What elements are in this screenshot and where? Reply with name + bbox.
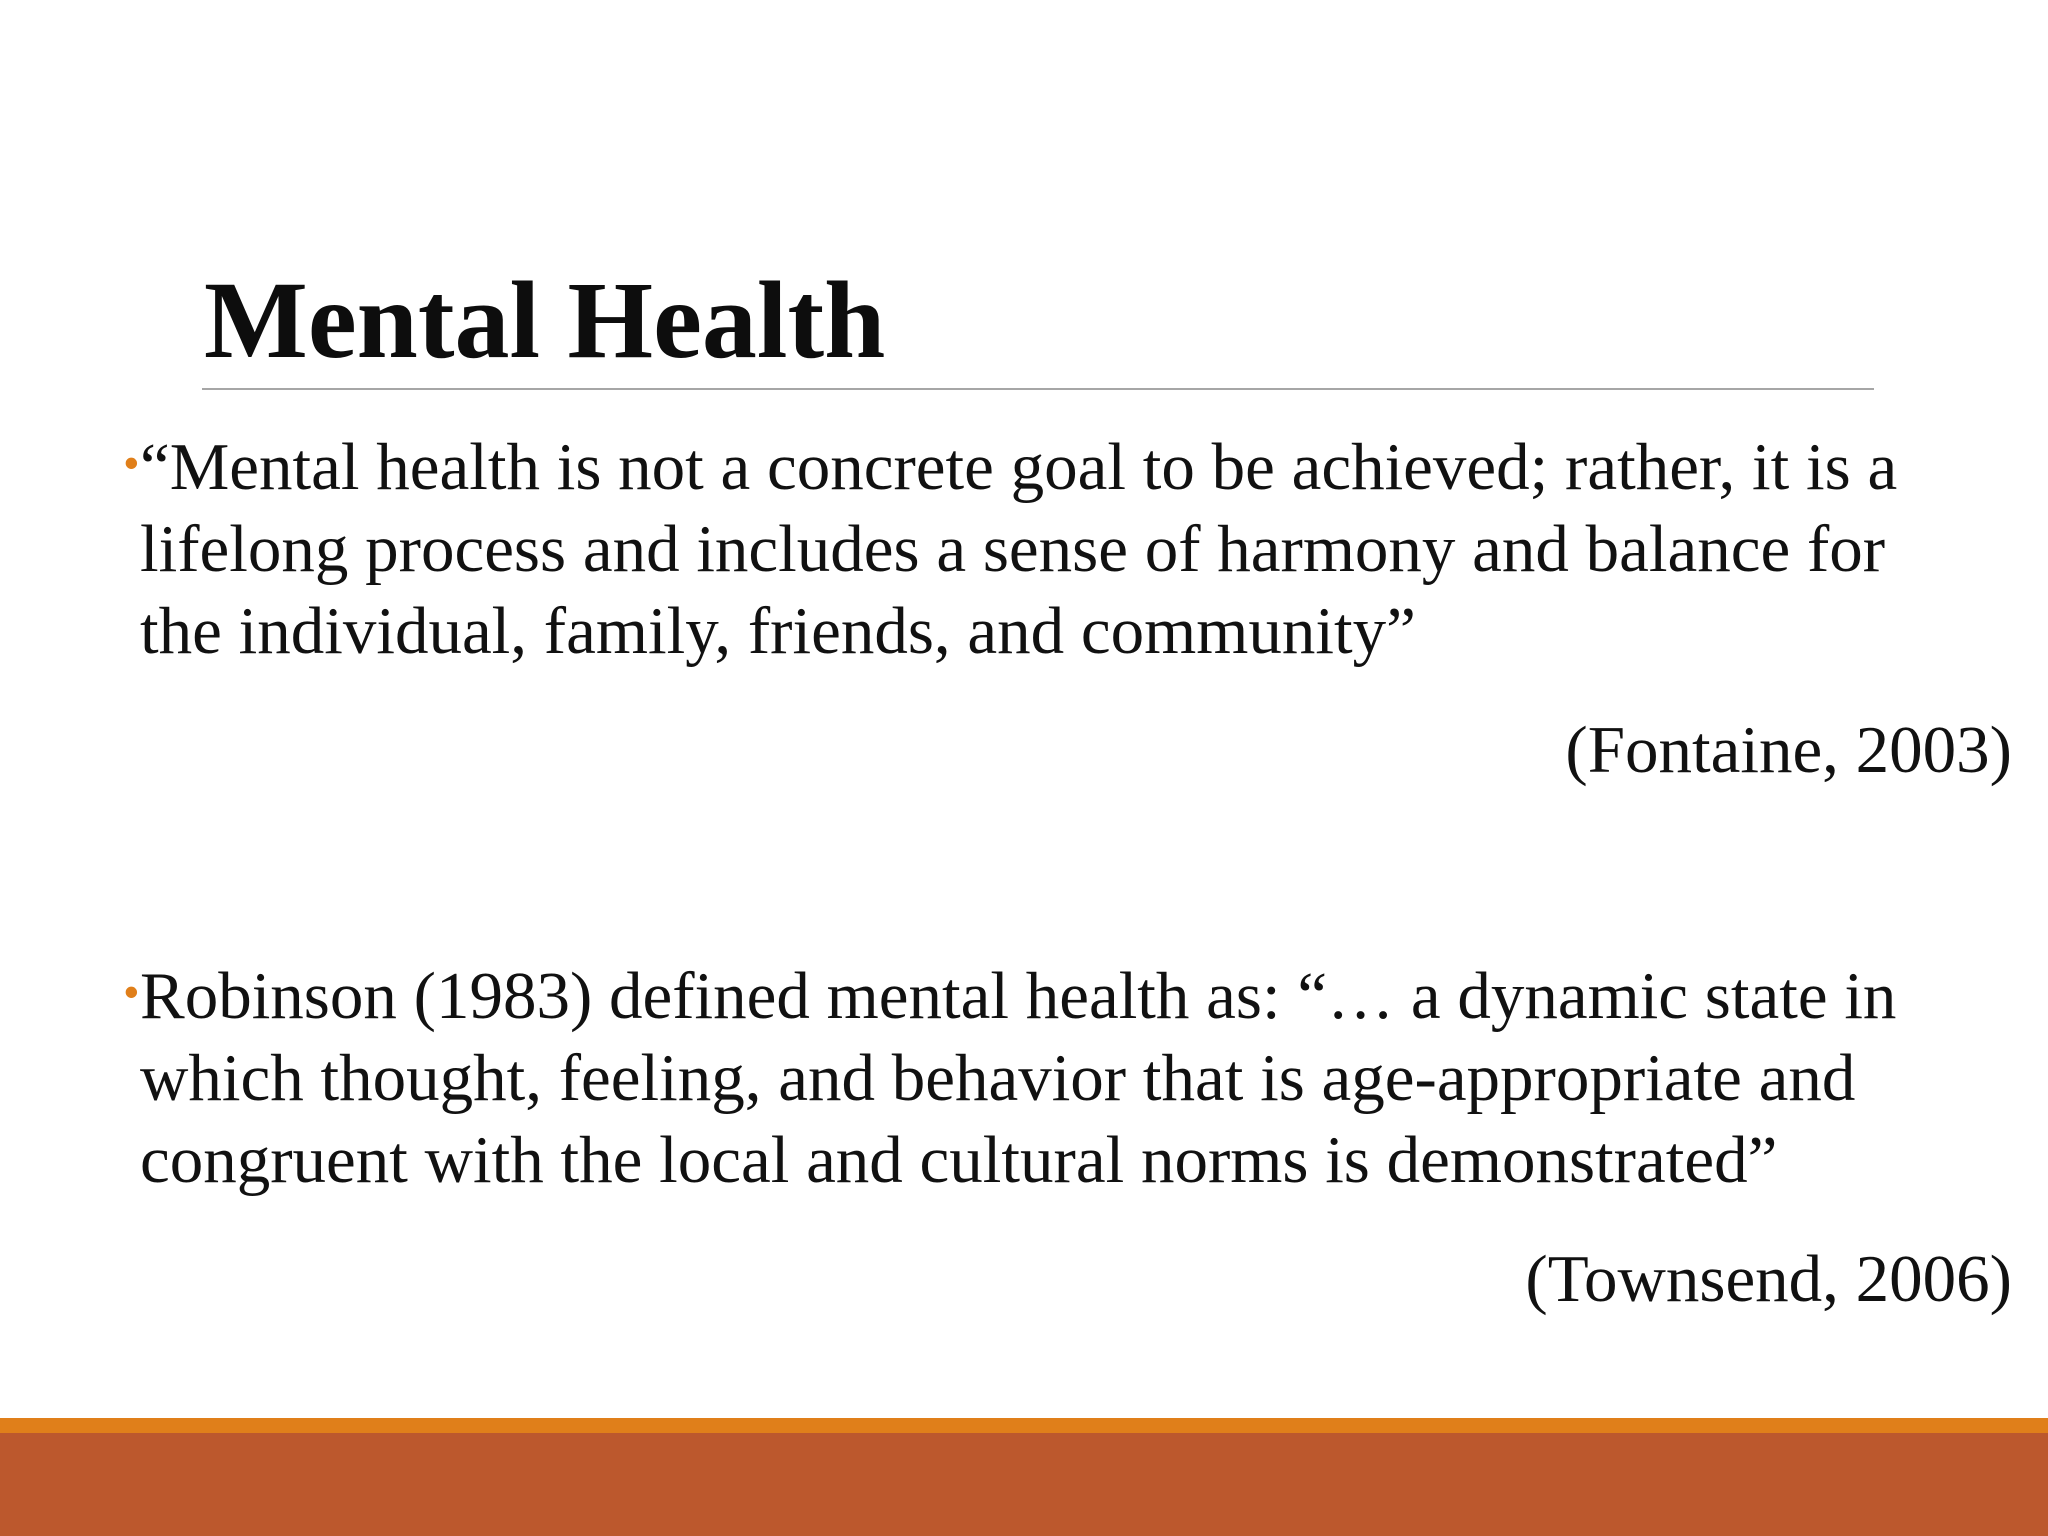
footer-band: [0, 1433, 2048, 1536]
citation-fontaine: (Fontaine, 2003): [1565, 713, 2012, 787]
footer-accent-stripe: [0, 1418, 2048, 1433]
title-divider: [202, 388, 1874, 390]
bullet-item-robinson: [124, 955, 1980, 1201]
bullet-text: “Mental health is not a concrete goal to be achieved; rather, it is a lifelong process and includes a sense of harmony and balance for the individual, family, friends, and community”: [140, 430, 1898, 668]
bullet-text: Robinson (1983) defined mental health as: “… a dynamic state in which thought, feeling, and behavior that is age-appropriate and congruent with the local and cultural norms is demonstrated”: [140, 959, 1897, 1197]
bullet-dot-icon: •: [124, 439, 139, 486]
bullet-item-fontaine: [124, 426, 1980, 672]
citation-townsend: (Townsend, 2006): [1525, 1242, 2012, 1316]
slide-title: Mental Health: [204, 259, 886, 381]
bullet-dot-icon: •: [124, 968, 139, 1015]
